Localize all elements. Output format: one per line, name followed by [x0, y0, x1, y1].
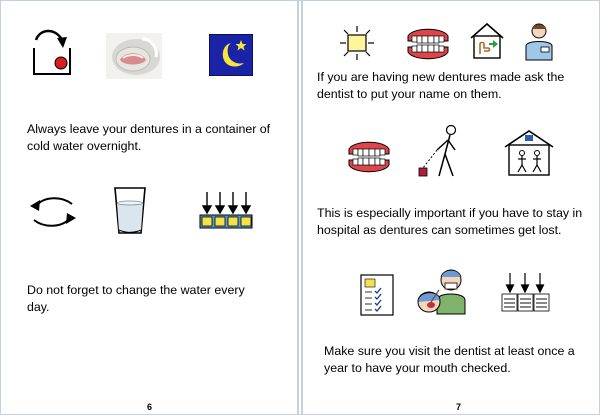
page-7 [303, 0, 600, 415]
move-into-container-icon [30, 26, 74, 80]
night-icon [209, 34, 253, 76]
denture-in-water-photo [106, 33, 162, 79]
walking-person-icon [417, 124, 465, 180]
every-day-icon [197, 190, 253, 232]
hospital-icon [503, 129, 555, 177]
glass-of-water-icon [113, 186, 147, 236]
instruction-text: Always leave your dentures in a container of cold water overnight. [27, 122, 271, 153]
instruction-text: Make sure you visit the dentist at least once a year to have your mouth checked. [324, 344, 575, 375]
dentist-icon [523, 22, 557, 62]
change-icon [28, 194, 78, 230]
make-house-icon [469, 22, 505, 60]
instruction-text: Do not forget to change the water every day. [27, 283, 245, 314]
page-number: 7 [456, 402, 462, 412]
instruction-text: This is especially important if you have to stay in hospital as dentures can sometimes get lost. [317, 206, 583, 237]
book-spine [297, 0, 299, 415]
every-year-icon [498, 272, 552, 314]
new-icon [338, 25, 376, 61]
dentures-icon [405, 26, 451, 62]
dentures-icon [346, 139, 392, 175]
page-number: 6 [147, 402, 153, 412]
dental-checkup-icon [415, 266, 469, 316]
checklist-icon [358, 273, 398, 317]
page-6 [0, 0, 297, 415]
instruction-text: If you are having new dentures made ask the dentist to put your name on them. [317, 70, 565, 101]
